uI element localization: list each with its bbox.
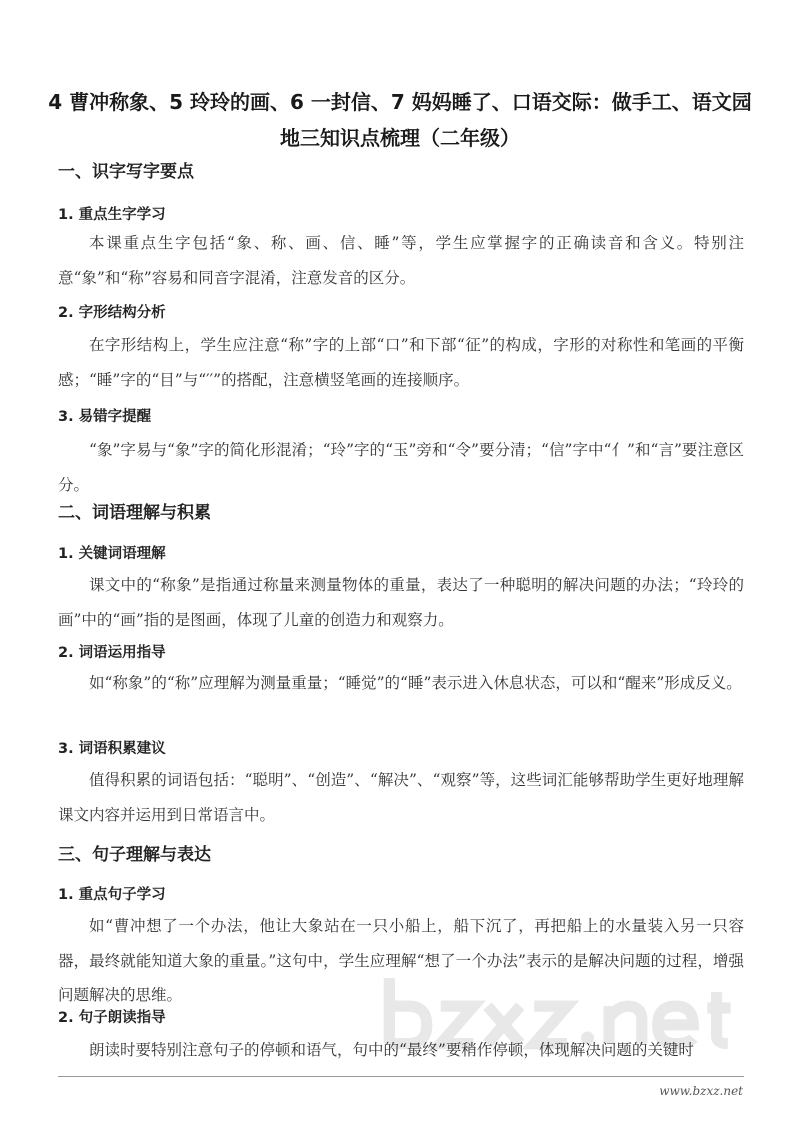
paragraph: 本课重点生字包括“象、称、画、信、睡”等，学生应掌握字的正确读音和含义。特别注意“象”和“称”容易和同音字混淆，注意发音的区分。 xyxy=(58,234,744,287)
footer-divider xyxy=(58,1076,744,1077)
paragraph: 值得积累的词语包括：“聪明”、“创造”、“解决”、“观察”等，这些词汇能够帮助学生更好地理解课文内容并运用到日常语言中。 xyxy=(58,771,744,824)
paragraph: 如“曹冲想了一个办法，他让大象站在一只小船上，船下沉了，再把船上的水量装入另一只容器，最终就能知道大象的重量。”这句中，学生应理解“想了一个办法”表示的是解决问题的过程，增强问题解决的思维。 xyxy=(58,917,744,1004)
subsection-heading: 1. 重点生字学习 xyxy=(58,207,166,223)
document-title: 4 曹冲称象、5 玲玲的画、6 一封信、7 妈妈睡了、口语交际：做手工、语文园地三知识点梳理（二年级） xyxy=(48,90,752,150)
subsection-heading: 2. 句子朗读指导 xyxy=(58,1010,166,1026)
subsection-heading: 3. 词语积累建议 xyxy=(58,741,166,757)
paragraph: “象”字易与“象”字的简化形混淆；“玲”字的“玉”旁和“令”要分清；“信”字中“亻”和“言”要注意区分。 xyxy=(58,441,744,494)
subsection-heading: 1. 关键词语理解 xyxy=(58,546,166,562)
paragraph: 朗读时要特别注意句子的停顿和语气，句中的“最终”要稍作停顿，体现解决问题的关键时 xyxy=(89,1041,694,1059)
subsection-heading: 3. 易错字提醒 xyxy=(58,409,152,425)
paragraph: 在字形结构上，学生应注意“称”字的上部“口”和下部“征”的构成，字形的对称性和笔画的平衡感；“睡”字的“目”与“′′”的搭配，注意横竖笔画的连接顺序。 xyxy=(58,336,744,389)
subsection-heading: 1. 重点句子学习 xyxy=(58,887,166,903)
paragraph: 如“称象”的“称”应理解为测量重量；“睡觉”的“睡”表示进入休息状态，可以和“醒来”形成反义。 xyxy=(89,674,742,692)
section-heading: 三、句子理解与表达 xyxy=(58,845,211,865)
section-heading: 二、词语理解与积累 xyxy=(58,503,211,523)
subsection-heading: 2. 字形结构分析 xyxy=(58,305,166,321)
subsection-heading: 2. 词语运用指导 xyxy=(58,645,166,661)
paragraph: 课文中的“称象”是指通过称量来测量物体的重量，表达了一种聪明的解决问题的办法；“玲玲的画”中的“画”指的是图画，体现了儿童的创造力和观察力。 xyxy=(58,576,744,629)
section-heading: 一、识字写字要点 xyxy=(58,162,194,182)
footer-url: www.bzxz.net xyxy=(659,1084,743,1098)
